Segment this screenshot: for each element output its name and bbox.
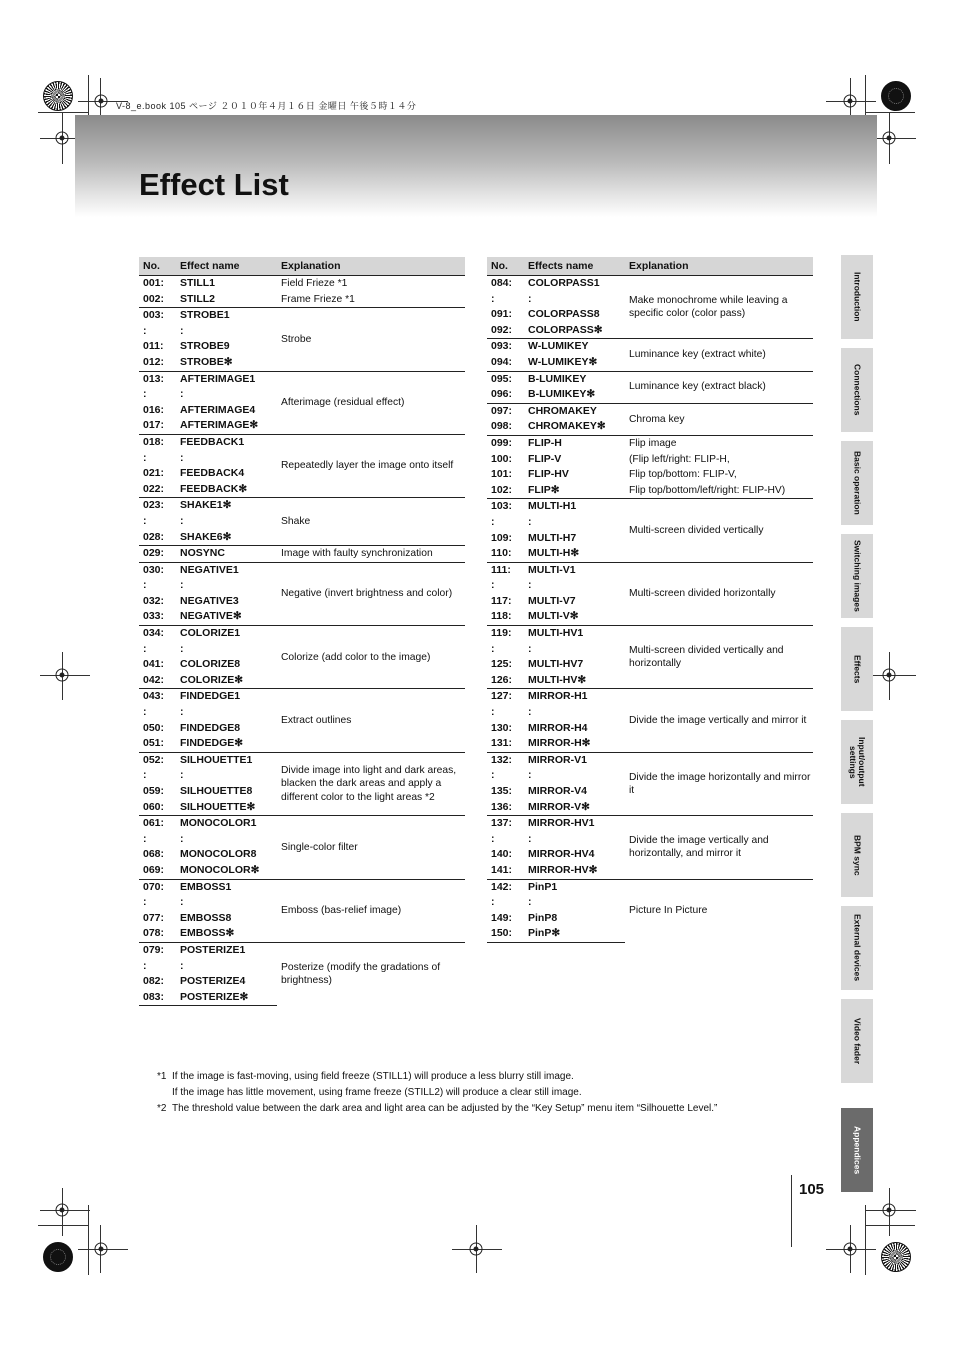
- effect-number: 096:: [491, 388, 513, 401]
- effect-name: COLORIZE✻: [180, 673, 244, 686]
- effect-name: :: [528, 515, 532, 528]
- effect-name: MIRROR-HV4: [528, 848, 595, 861]
- effect-number: 011:: [143, 340, 164, 353]
- effect-number: :: [143, 451, 147, 464]
- effect-number: :: [143, 388, 147, 401]
- table-row: [139, 816, 465, 832]
- effect-number: 069:: [143, 863, 165, 876]
- effect-number: :: [491, 579, 495, 592]
- effect-name: EMBOSS✻: [180, 927, 235, 940]
- effect-explanation: Afterimage (residual effect): [277, 371, 465, 434]
- effect-name: :: [528, 292, 532, 305]
- effect-explanation: Chroma key: [625, 403, 813, 435]
- effect-name: COLORPASS8: [528, 308, 600, 321]
- effect-explanation: Divide the image vertically and horizontally, and mirror it: [625, 816, 813, 879]
- effect-name: MIRROR-H1: [524, 689, 625, 705]
- effect-number: 142:: [487, 879, 524, 895]
- effect-number: 109:: [491, 531, 513, 544]
- effect-name: FLIP-HV: [528, 468, 569, 481]
- effect-number: 079:: [139, 942, 176, 958]
- column-header-no: No.: [487, 257, 524, 276]
- footnote-text: If the image is fast-moving, using field freeze (STILL1) will produce a less blurry still image.: [172, 1071, 574, 1082]
- effect-number: 101:: [491, 468, 513, 481]
- effect-name: CHROMAKEY: [524, 403, 625, 419]
- effect-explanation: Negative (invert brightness and color): [277, 562, 465, 625]
- effect-name: MIRROR-V1: [524, 752, 625, 768]
- effect-name: W-LUMIKEY: [524, 339, 625, 355]
- effect-number: :: [143, 579, 147, 592]
- effect-name: :: [528, 832, 532, 845]
- effect-explanation: Divide image into light and dark areas, blacken the dark areas and apply a different color to the light areas *2: [277, 752, 465, 815]
- effect-name: COLORPASS1: [524, 276, 625, 292]
- tab-connections[interactable]: [841, 348, 873, 432]
- effect-explanation: Posterize (modify the gradations of brightness): [277, 942, 465, 1005]
- effect-number: 032:: [143, 594, 165, 607]
- effect-name: MULTI-HV1: [524, 626, 625, 642]
- effect-rows: [139, 276, 465, 1006]
- effect-name: SHAKE1✻: [176, 498, 277, 514]
- table-row: [487, 626, 813, 642]
- effect-explanation: Field Frieze *1: [277, 276, 465, 292]
- effect-number: :: [491, 896, 495, 909]
- effect-name: MULTI-H✻: [528, 547, 580, 560]
- effect-number: 050:: [143, 721, 165, 734]
- effect-explanation: Repeatedly layer the image onto itself: [277, 434, 465, 497]
- effect-name: MULTI-HV✻: [528, 673, 587, 686]
- effect-name: FEEDBACK1: [176, 434, 277, 450]
- table-row: [487, 435, 813, 451]
- effect-name: :: [180, 451, 184, 464]
- effect-number: 018:: [139, 434, 176, 450]
- effect-name: AFTERIMAGE4: [180, 403, 256, 416]
- effect-number: 084:: [487, 276, 524, 292]
- column-header-no: No.: [139, 257, 176, 276]
- effect-name: :: [528, 896, 532, 909]
- effect-name: :: [180, 769, 184, 782]
- footnote-2: [157, 1101, 717, 1117]
- effect-explanation: Multi-screen divided horizontally: [625, 562, 813, 625]
- effect-name: AFTERIMAGE✻: [180, 419, 259, 432]
- effect-name: FLIP-V: [528, 452, 562, 465]
- tab-appendices[interactable]: [841, 1108, 873, 1192]
- effect-name: SILHOUETTE8: [180, 785, 253, 797]
- table-row: [139, 689, 465, 705]
- effect-number: 013:: [139, 371, 176, 387]
- effect-name: :: [180, 324, 184, 337]
- table-row: [139, 626, 465, 642]
- effect-number: 102:: [491, 483, 513, 496]
- table-row: [487, 452, 813, 468]
- effect-name: MIRROR-HV✻: [528, 863, 598, 876]
- effect-name: SILHOUETTE✻: [180, 800, 256, 813]
- effect-name: :: [528, 642, 532, 655]
- table-row: [139, 308, 465, 324]
- effect-name: COLORIZE8: [180, 658, 241, 671]
- table-row: [487, 339, 813, 355]
- effect-name: POSTERIZE1: [176, 942, 277, 958]
- effect-name: MIRROR-V4: [528, 785, 587, 797]
- table-row: [487, 562, 813, 578]
- effect-explanation: Divide the image horizontally and mirror it: [625, 752, 813, 815]
- table-row: [139, 371, 465, 387]
- effect-name: B-LUMIKEY✻: [528, 388, 596, 401]
- table-row: [139, 942, 465, 958]
- effect-explanation: Luminance key (extract white): [625, 339, 813, 371]
- effect-name: POSTERIZE4: [180, 975, 246, 988]
- effect-name: NEGATIVE1: [176, 562, 277, 578]
- effect-number: 092:: [491, 323, 513, 336]
- effect-number: 149:: [491, 911, 513, 924]
- effect-name: B-LUMIKEY: [524, 371, 625, 387]
- effect-name: SILHOUETTE1: [176, 752, 277, 768]
- table-row: [139, 434, 465, 450]
- effect-number: 029:: [139, 546, 176, 563]
- effect-explanation: Frame Frieze *1: [281, 293, 355, 305]
- effect-explanation: Shake: [277, 498, 465, 546]
- effect-name: :: [180, 579, 184, 592]
- effect-number: :: [143, 324, 147, 337]
- effect-name: MULTI-V7: [528, 594, 576, 607]
- effect-name: STROBE1: [176, 308, 277, 324]
- table-row: [487, 816, 813, 832]
- footnote-mark: *2: [157, 1103, 167, 1114]
- effect-number: 051:: [143, 737, 165, 750]
- effect-number: 137:: [487, 816, 524, 832]
- effect-number: 097:: [487, 403, 524, 419]
- effect-number: 059:: [143, 785, 165, 797]
- table-row: [487, 371, 813, 387]
- effect-name: :: [528, 706, 532, 719]
- effect-number: 022:: [143, 482, 165, 495]
- effect-number: 003:: [139, 308, 176, 324]
- effect-number: 077:: [143, 911, 165, 924]
- effect-explanation: Strobe: [277, 308, 465, 371]
- effect-number: 083:: [139, 990, 176, 1006]
- tab-introduction[interactable]: [841, 255, 873, 339]
- effect-number: 140:: [491, 848, 513, 861]
- effect-number: :: [491, 292, 495, 305]
- effect-number: 061:: [139, 816, 176, 832]
- table-row: [487, 689, 813, 705]
- effect-name: MONOCOLOR8: [180, 848, 257, 861]
- effect-name: STROBE✻: [180, 355, 233, 368]
- table-row: [139, 498, 465, 514]
- effect-number: 130:: [491, 721, 513, 734]
- tab-input-output-settings[interactable]: [841, 720, 873, 804]
- effect-name: MIRROR-H✻: [528, 737, 591, 750]
- page-number: 105: [799, 1181, 825, 1198]
- effect-name: FINDEDGE8: [180, 721, 241, 734]
- effect-name: W-LUMIKEY✻: [528, 355, 598, 368]
- effect-name: CHROMAKEY✻: [528, 420, 606, 433]
- effect-number: 012:: [143, 355, 165, 368]
- tab-label: Switching images: [852, 540, 863, 612]
- effect-name: MULTI-V✻: [528, 610, 579, 623]
- effect-name: :: [528, 579, 532, 592]
- effect-number: 098:: [491, 420, 513, 433]
- effect-number: 136:: [491, 800, 513, 813]
- effect-number: 070:: [139, 879, 176, 895]
- effect-name: STILL2: [180, 292, 216, 305]
- table-row: [487, 879, 813, 895]
- tab-bpm-sync[interactable]: [841, 813, 873, 897]
- effect-explanation: Flip top/bottom: FLIP-V,: [629, 469, 737, 481]
- effect-name: :: [180, 832, 184, 845]
- effect-number: :: [491, 706, 495, 719]
- table-row: [139, 546, 465, 563]
- effect-table-right: [487, 257, 813, 943]
- effect-name: SHAKE6✻: [180, 530, 232, 543]
- table-row: [139, 276, 465, 292]
- effect-number: 131:: [491, 737, 513, 750]
- effect-rows: [487, 276, 813, 943]
- effect-name: :: [528, 769, 532, 782]
- effect-name: COLORIZE1: [176, 626, 277, 642]
- footnotes: [157, 1069, 717, 1117]
- effect-explanation: Single-color filter: [277, 816, 465, 879]
- tab-effects[interactable]: [841, 627, 873, 711]
- effect-number: :: [143, 959, 147, 972]
- effect-number: :: [143, 896, 147, 909]
- effect-name: MONOCOLOR✻: [180, 863, 260, 876]
- effect-number: 001:: [139, 276, 176, 292]
- effect-number: :: [143, 769, 147, 782]
- effect-name: :: [180, 388, 184, 401]
- table-row: [487, 483, 813, 499]
- effect-name: MIRROR-H4: [528, 721, 588, 734]
- effect-number: 099:: [487, 435, 524, 451]
- effect-number: 091:: [491, 308, 513, 321]
- effect-name: NOSYNC: [176, 546, 277, 563]
- effect-number: 094:: [491, 355, 513, 368]
- effect-explanation: Colorize (add color to the image): [277, 626, 465, 689]
- effect-name: FINDEDGE1: [176, 689, 277, 705]
- page-number-divider: [791, 1175, 792, 1247]
- effect-name: MIRROR-V✻: [528, 800, 590, 813]
- page-title: Effect List: [139, 167, 289, 202]
- effect-number: :: [143, 514, 147, 527]
- effect-name: STROBE9: [180, 340, 230, 353]
- effect-number: 016:: [143, 403, 165, 416]
- effect-number: 111:: [487, 562, 524, 578]
- tab-label: Input/output settings: [848, 737, 867, 787]
- effect-number: :: [143, 642, 147, 655]
- effect-name: NEGATIVE3: [180, 594, 239, 607]
- effect-explanation: Divide the image vertically and mirror it: [625, 689, 813, 752]
- effect-number: 028:: [143, 530, 165, 543]
- effect-number: 078:: [143, 927, 165, 940]
- effect-name: PinP1: [524, 879, 625, 895]
- effect-number: 017:: [143, 419, 165, 432]
- effect-name: :: [180, 642, 184, 655]
- effect-number: :: [143, 832, 147, 845]
- effect-name: COLORPASS✻: [528, 323, 603, 336]
- effect-number: 023:: [139, 498, 176, 514]
- table-header-row: [487, 257, 813, 276]
- effect-name: FEEDBACK✻: [180, 482, 248, 495]
- effect-number: 118:: [491, 610, 512, 623]
- effect-explanation: Luminance key (extract black): [625, 371, 813, 403]
- effect-number: 041:: [143, 658, 165, 671]
- footnote-1: [157, 1069, 717, 1085]
- effect-number: 042:: [143, 673, 165, 686]
- effect-number: 068:: [143, 848, 165, 861]
- effect-number: 060:: [143, 800, 165, 813]
- effect-explanation: Make monochrome while leaving a specific color (color pass): [625, 276, 813, 339]
- effect-number: :: [491, 642, 495, 655]
- effect-number: 052:: [139, 752, 176, 768]
- effect-explanation: Flip image: [625, 435, 813, 451]
- effect-name: MULTI-H7: [528, 531, 577, 544]
- effect-name: FLIP-H: [524, 435, 625, 451]
- footnote-1-continued: If the image has little movement, using frame freeze (STILL2) will produce a clear still image.: [172, 1087, 582, 1098]
- effect-number: 095:: [487, 371, 524, 387]
- effect-name: FINDEDGE✻: [180, 737, 244, 750]
- effect-name: :: [180, 514, 184, 527]
- effect-number: 127:: [487, 689, 524, 705]
- effect-name: PinP✻: [524, 926, 625, 942]
- effect-number: 093:: [487, 339, 524, 355]
- effect-number: 110:: [491, 547, 512, 560]
- tab-label: Effects: [852, 654, 863, 684]
- effect-explanation: Picture In Picture: [625, 879, 813, 942]
- column-header-effects-name: Effects name: [524, 257, 625, 276]
- effect-name: PinP8: [528, 911, 558, 924]
- table-row: [487, 467, 813, 483]
- effect-explanation: Multi-screen divided vertically and horizontally: [625, 626, 813, 689]
- effect-name: MONOCOLOR1: [176, 816, 277, 832]
- tab-video-fader[interactable]: [841, 999, 873, 1083]
- effect-name: EMBOSS8: [180, 911, 232, 924]
- column-header-effect-name: Effect name: [176, 257, 277, 276]
- effect-name: :: [180, 706, 184, 719]
- table-row: [487, 752, 813, 768]
- effect-name: NEGATIVE✻: [180, 610, 242, 623]
- effect-number: 082:: [143, 975, 165, 988]
- tab-label: Introduction: [852, 272, 863, 322]
- tab-switching-images[interactable]: [841, 534, 873, 618]
- effect-name: MULTI-V1: [524, 562, 625, 578]
- effect-number: 034:: [139, 626, 176, 642]
- table-row: [139, 879, 465, 895]
- effect-explanation: Emboss (bas-relief image): [277, 879, 465, 942]
- file-info-header: V-8_e.book 105 ページ ２０１０年４月１６日 金曜日 午後５時１４分: [116, 101, 417, 111]
- effect-table-left: [139, 257, 465, 1006]
- effect-name: POSTERIZE✻: [176, 990, 277, 1006]
- table-row: [487, 276, 813, 292]
- table-row: [487, 403, 813, 419]
- effect-number: 117:: [491, 594, 512, 607]
- effect-name: FEEDBACK4: [180, 467, 245, 480]
- table-header-row: [139, 257, 465, 276]
- table-row: [487, 499, 813, 515]
- effect-number: 126:: [491, 673, 513, 686]
- tab-label: External devices: [852, 914, 863, 982]
- footnote-text: The threshold value between the dark area and light area can be adjusted by the “Key Setup” menu item “Silhouette Level.”: [172, 1103, 718, 1114]
- effect-number: 150:: [487, 926, 524, 942]
- tab-label: Connections: [852, 364, 863, 416]
- effect-name: AFTERIMAGE1: [176, 371, 277, 387]
- effect-number: 103:: [487, 499, 524, 515]
- effect-number: 033:: [143, 610, 165, 623]
- tab-external-devices[interactable]: [841, 906, 873, 990]
- tab-label: Video fader: [852, 1017, 863, 1065]
- effect-name: MULTI-H1: [524, 499, 625, 515]
- footnote-mark: *1: [157, 1071, 167, 1082]
- tab-basic-operation[interactable]: [841, 441, 873, 525]
- effect-number: 119:: [487, 626, 524, 642]
- effect-explanation: Image with faulty synchronization: [277, 546, 465, 563]
- effect-name: STILL1: [176, 276, 277, 292]
- effect-number: :: [491, 832, 495, 845]
- effect-name: MULTI-HV7: [528, 658, 584, 671]
- effect-explanation: Flip top/bottom/left/right: FLIP-HV): [629, 484, 786, 496]
- tab-label: Basic operation: [852, 451, 863, 515]
- effect-explanation: Extract outlines: [277, 689, 465, 752]
- effect-name: :: [180, 896, 184, 909]
- effect-name: MIRROR-HV1: [524, 816, 625, 832]
- effect-number: 030:: [139, 562, 176, 578]
- table-row: [139, 562, 465, 578]
- effect-name: :: [180, 959, 184, 972]
- effect-number: 021:: [143, 467, 165, 480]
- effect-explanation: (Flip left/right: FLIP-H,: [629, 453, 730, 465]
- effect-number: 043:: [139, 689, 176, 705]
- table-row: [139, 752, 465, 768]
- column-header-explanation: Explanation: [277, 257, 465, 276]
- effect-number: 132:: [487, 752, 524, 768]
- effect-number: 002:: [143, 292, 165, 305]
- effect-number: 135:: [491, 785, 513, 797]
- effect-number: 100:: [491, 452, 513, 465]
- effect-name: FLIP✻: [528, 483, 560, 496]
- column-header-explanation: Explanation: [625, 257, 813, 276]
- effect-number: :: [143, 706, 147, 719]
- effect-number: :: [491, 769, 495, 782]
- effect-explanation: Multi-screen divided vertically: [625, 499, 813, 562]
- effect-number: 125:: [491, 658, 513, 671]
- tab-label: BPM sync: [852, 834, 863, 876]
- effect-number: 141:: [491, 863, 513, 876]
- tab-label: Appendices: [852, 1125, 863, 1175]
- effect-name: EMBOSS1: [176, 879, 277, 895]
- effect-number: :: [491, 515, 495, 528]
- table-row: [139, 292, 465, 308]
